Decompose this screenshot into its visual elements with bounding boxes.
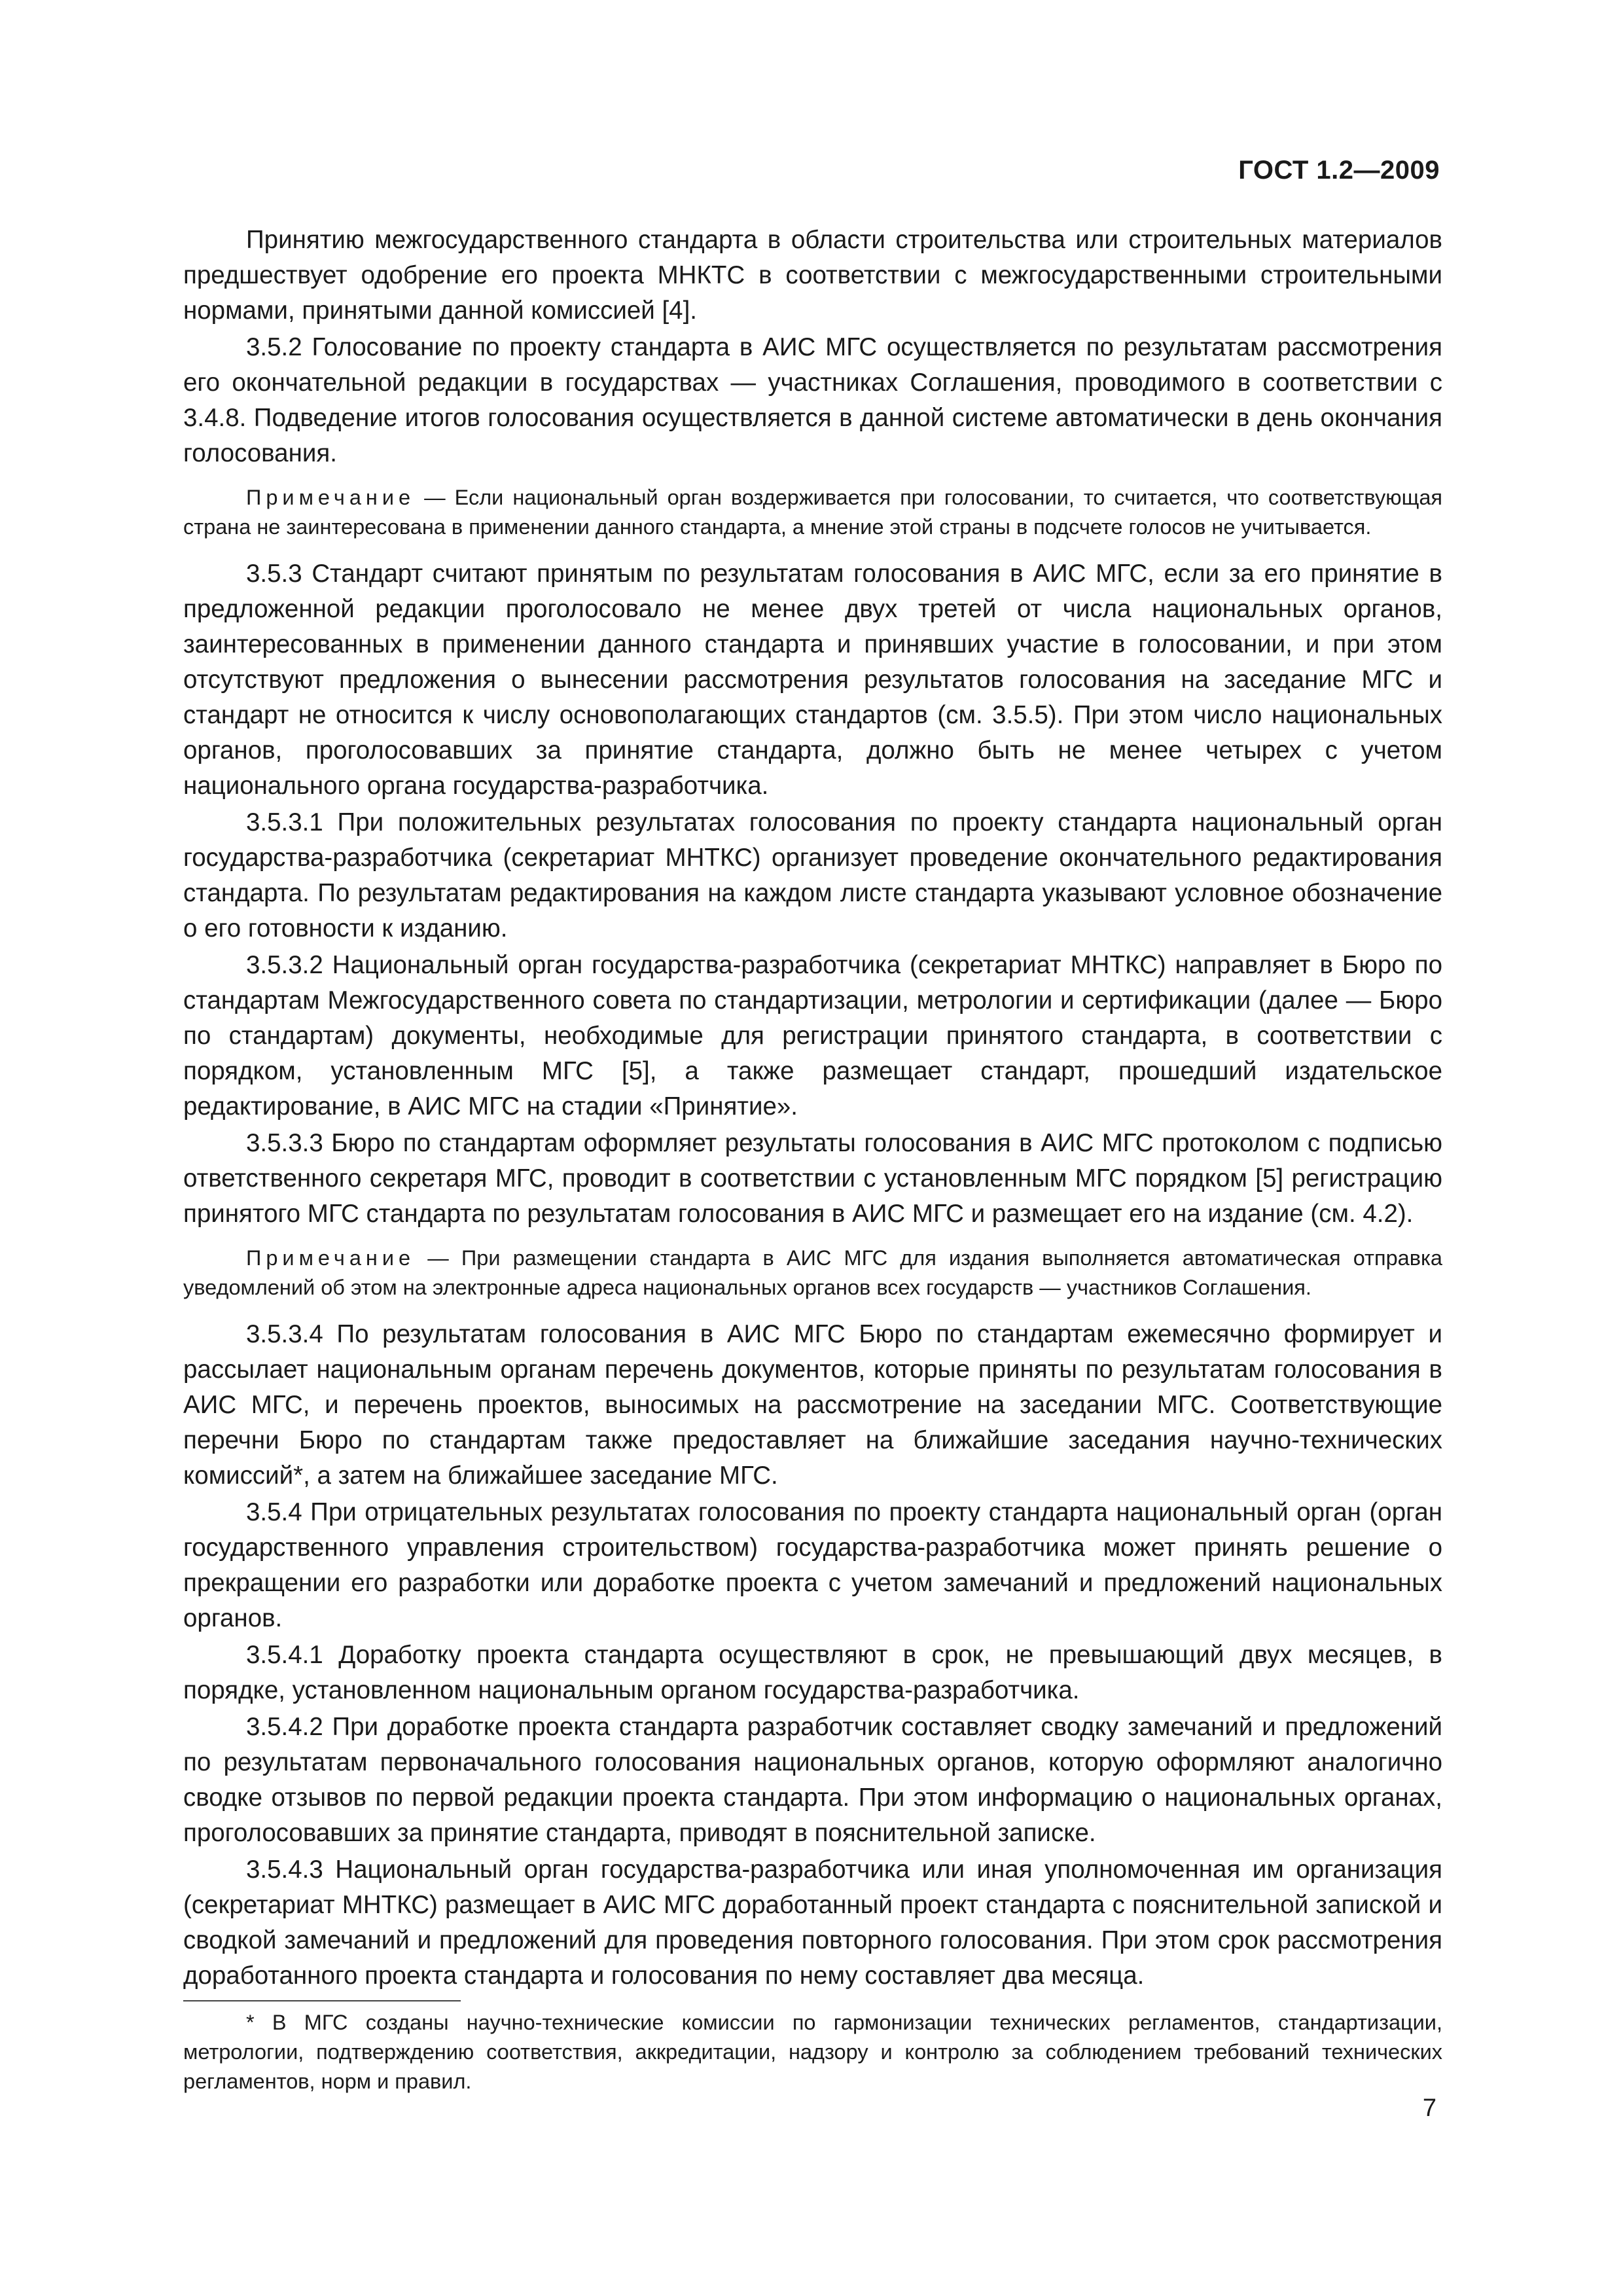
paragraph-3-5-3-3: 3.5.3.3 Бюро по стандартам оформляет результаты голосования в АИС МГС протоколом с подписью ответственного секретаря МГС, проводит в соответствии с установленным МГС порядком [5] регистрацию принятого МГС стандарта по результатам голосования в АИС МГС и размещает его на издание (см. 4.2).	[183, 1129, 1442, 1228]
standard-code-header: ГОСТ 1.2—2009	[1238, 156, 1440, 185]
paragraph-construction-approval: Принятию межгосударственного стандарта в области строительства или строительных материалов предшествует одобрение его проекта МНКТС в соответствии с межгосударственными строительными нормами, принятыми данной комиссией [4].	[183, 226, 1442, 325]
note-abstention	[183, 483, 1442, 542]
paragraph-3-5-4-3: 3.5.4.3 Национальный орган государства-разработчика или иная уполномоченная им организация (секретариат МНТКС) размещает в АИС МГС доработанный проект стандарта с пояснительной запиской и сводкой замечаний и предложений для проведения повторного голосования. При этом срок рассмотрения доработанного проекта стандарта и голосования по нему составляет два месяца.	[183, 1856, 1442, 1990]
paragraph-3-5-2: 3.5.2 Голосование по проекту стандарта в АИС МГС осуществляется по результатам рассмотрения его окончательной редакции в государствах — участниках Соглашения, проводимого в соответствии с 3.4.8. Подведение итогов голосования осуществляется в данной системе автоматически в день окончания голосования.	[183, 333, 1442, 467]
paragraph-3-5-4-2: 3.5.4.2 При доработке проекта стандарта разработчик составляет сводку замечаний и предложений по результатам первоначального голосования национальных органов, которую оформляют аналогично сводке отзывов по первой редакции проекта стандарта. При этом информацию о национальных органах, проголосовавших за принятие стандарта, приводят в пояснительной записке.	[183, 1713, 1442, 1847]
note-text: — Если национальный орган воздерживается при голосовании, то считается, что соответствующая страна не заинтересована в применении данного стандарта, а мнение этой страны в подсчете голосов не учитывается.	[183, 486, 1442, 539]
paragraph-3-5-3: 3.5.3 Стандарт считают принятым по результатам голосования в АИС МГС, если за его принятие в предложенной редакции проголосовало не менее двух третей от числа национальных органов, заинтересованных в применении данного стандарта и принявших участие в голосовании, и при этом отсутствуют предложения о вынесении рассмотрения результатов голосования на заседание МГС и стандарт не относится к числу основополагающих стандартов (см. 3.5.5). При этом число национальных органов, проголосовавших за принятие стандарта, должно быть не менее четырех с учетом национального органа государства-разработчика.	[183, 560, 1442, 800]
note-text: — При размещении стандарта в АИС МГС для издания выполняется автоматическая отправка уведомлений об этом на электронные адреса национальных органов всех государств — участников Соглашения.	[183, 1246, 1442, 1299]
paragraph-3-5-4: 3.5.4 При отрицательных результатах голосования по проекту стандарта национальный орган (орган государственного управления строительством) государства-разработчика может принять решение о прекращении его разработки или доработке проекта с учетом замечаний и предложений национальных органов.	[183, 1498, 1442, 1632]
page-number: 7	[1422, 2094, 1436, 2122]
paragraph-3-5-4-1: 3.5.4.1 Доработку проекта стандарта осуществляют в срок, не превышающий двух месяцев, в порядке, установленном национальным органом государства-разработчика.	[183, 1641, 1442, 1704]
paragraph-3-5-3-4: 3.5.3.4 По результатам голосования в АИС МГС Бюро по стандартам ежемесячно формирует и рассылает национальным органам перечень документов, которые приняты по результатам голосования в АИС МГС, и перечень проектов, выносимых на рассмотрение на заседании МГС. Соответствующие перечни Бюро по стандартам также предоставляет на ближайшие заседания научно-технических комиссий*, а затем на ближайшее заседание МГС.	[183, 1320, 1442, 1490]
footnote-divider	[183, 2000, 461, 2001]
paragraph-3-5-3-1: 3.5.3.1 При положительных результатах голосования по проекту стандарта национальный орган государства-разработчика (секретариат МНТКС) организует проведение окончательного редактирования стандарта. По результатам редактирования на каждом листе стандарта указывают условное обозначение о его готовности к изданию.	[183, 808, 1442, 942]
note-label: Примечание	[246, 1246, 416, 1270]
page-content	[183, 223, 1442, 2096]
note-label: Примечание	[246, 486, 416, 509]
note-publication	[183, 1244, 1442, 1302]
paragraph-3-5-3-2: 3.5.3.2 Национальный орган государства-разработчика (секретариат МНТКС) направляет в Бюро по стандартам Межгосударственного совета по стандартизации, метрологии и сертификации (далее — Бюро по стандартам) документы, необходимые для регистрации принятого стандарта, в соответствии с порядком, установленным МГС [5], а также размещает стандарт, прошедший издательское редактирование, в АИС МГС на стадии «Принятие».	[183, 951, 1442, 1121]
footnote: * В МГС созданы научно-технические комиссии по гармонизации технических регламентов, стандартизации, метрологии, подтверждению соответствия, аккредитации, надзору и контролю за соблюдением требований технических регламентов, норм и правил.	[183, 2011, 1442, 2093]
